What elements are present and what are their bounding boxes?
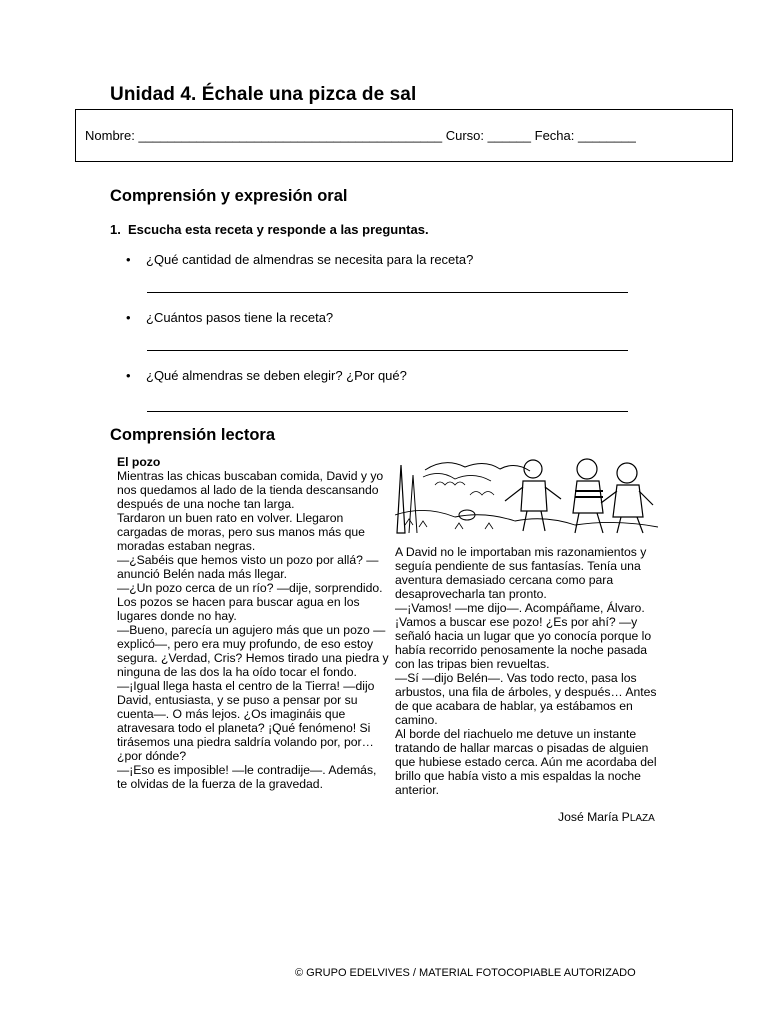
- children-in-forest-illustration: [395, 455, 658, 535]
- story-left-column: [117, 455, 389, 791]
- section-title-oral: Comprensión y expresión oral: [110, 187, 348, 205]
- bullet-question-2: [126, 310, 333, 325]
- story-paragraph: Al borde del riachuelo me detuve un instante tratando de hallar marcas o pisadas de alguien que hubiese estado cerca. Aún me acordaba del brillo que había visto a mis espaldas la noche anterior.: [395, 727, 657, 797]
- bullet-text: ¿Qué cantidad de almendras se necesita para la receta?: [146, 252, 474, 267]
- story-paragraph: —¡Igual llega hasta el centro de la Tierra! —dijo David, entusiasta, y se puso a pensar por su cuenta—. O más lejos. ¿Os imagináis que atravesara todo el planeta? ¡Qué fenómeno! Si tirásemos una piedra saldría volando por, por… ¿por dónde?: [117, 679, 375, 763]
- story-paragraph: —Bueno, parecía un agujero más que un pozo —explicó—, pero era muy profundo, de eso estoy segura. ¿Verdad, Cris? Hemos tirado una piedra y ninguna de las dos la ha oído tocar el fondo.: [117, 623, 389, 679]
- story-right-column: [395, 545, 663, 797]
- story-paragraph: —¿Un pozo cerca de un río? —dije, sorprendido. Los pozos se hacen para buscar agua en los lugares donde no hay.: [117, 581, 383, 623]
- story-paragraph: —¡Vamos! —me dijo—. Acompáñame, Álvaro. ¡Vamos a buscar ese pozo! ¿Es por ahí? —y señaló hacia un lugar que yo conocía porque lo había recorrido penosamente la noche pasada con las tripas bien revueltas.: [395, 601, 652, 671]
- bullet-dot: •: [126, 310, 131, 325]
- story-paragraph: Mientras las chicas buscaban comida, David y yo nos quedamos al lado de la tienda descansando después de una noche tan larga.: [117, 469, 384, 511]
- answer-line-3[interactable]: [147, 411, 628, 412]
- copyright-footer: © GRUPO EDELVIVES / MATERIAL FOTOCOPIABLE AUTORIZADO: [295, 967, 636, 979]
- page-title: Unidad 4. Échale una pizca de sal: [110, 84, 417, 105]
- story-paragraph: —Sí —dijo Belén—. Vas todo recto, pasa los arbustos, una fila de árboles, y después… Antes de que acabara de hablar, ya estábamos en camino.: [395, 671, 657, 727]
- bullet-text: ¿Qué almendras se deben elegir? ¿Por qué?: [146, 368, 407, 383]
- author-name: José María P: [558, 810, 630, 824]
- bullet-text: ¿Cuántos pasos tiene la receta?: [146, 310, 334, 325]
- story-author: [558, 810, 655, 824]
- bullet-dot: •: [126, 252, 131, 267]
- bullet-question-3: [126, 368, 407, 383]
- student-info-box: [75, 109, 733, 162]
- story-paragraph: —¡Eso es imposible! —le contradije—. Además, te olvidas de la fuerza de la gravedad.: [117, 763, 377, 791]
- story-paragraph: —¿Sabéis que hemos visto un pozo por allá? —anunció Belén nada más llegar.: [117, 553, 379, 581]
- story-paragraph: A David no le importaban mis razonamientos y seguía pendiente de sus fantasías. Tenía una aventura demasiado cercana como para desaprovecharla tan pronto.: [395, 545, 647, 601]
- author-surname-smallcaps: LAZA: [629, 813, 655, 824]
- section-title-lectora: Comprensión lectora: [110, 426, 276, 444]
- story-paragraph: Tardaron un buen rato en volver. Llegaron cargadas de moras, pero sus manos más que moradas estaban negras.: [117, 511, 365, 553]
- story-title: El pozo: [117, 455, 161, 469]
- answer-line-2[interactable]: [147, 350, 628, 351]
- question-text: Escucha esta receta y responde a las preguntas.: [128, 222, 429, 237]
- answer-line-1[interactable]: [147, 292, 628, 293]
- question-number: 1.: [110, 222, 121, 237]
- student-info-line: Nombre: __________________________________________ Curso: ______ Fecha: ________: [85, 128, 636, 143]
- question-1: [110, 222, 429, 237]
- bullet-dot: •: [126, 368, 131, 383]
- bullet-question-1: [126, 252, 473, 267]
